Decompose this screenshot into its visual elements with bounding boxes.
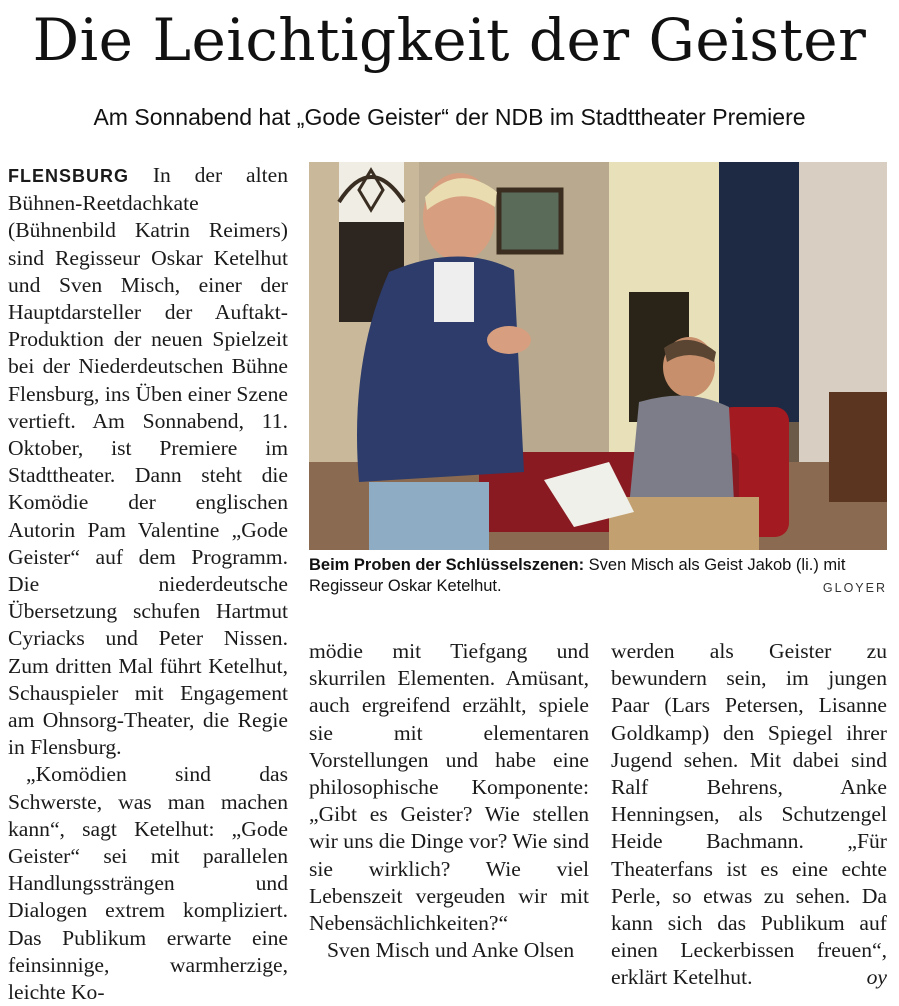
article-column-2: [309, 638, 589, 964]
author-initials: oy: [866, 965, 887, 990]
caption-lead: Beim Proben der Schlüsselszenen:: [309, 556, 585, 574]
paragraph-text: werden als Geister zu bewundern sein, im jungen Paar (Lars Petersen, Lisanne Goldkamp) den Spiegel ihrer Jugend sehen. Mit dabei sind Ralf Behrens, Anke Henningsen, als Schutzengel Heide Bachmann. „Für Theaterfans ist es eine echte Perle, so etwas zu sehen. Da kann sich das Publikum auf einen Leckerbissen freuen“, erklärt Ketelhut.: [611, 639, 887, 990]
photo-caption: [309, 555, 887, 597]
article-column-1: [8, 162, 288, 1006]
stage-photo: [309, 162, 887, 550]
paragraph: [611, 638, 887, 992]
paragraph: mödie mit Tiefgang und skurrilen Elementen. Amüsant, auch ergreifend erzählt, spiele sie mit elementaren Vorstellungen und habe eine philosophische Komponente: „Gibt es Geister? Wie stellen wir uns die Dinge vor? Wie sind sie wirklich? Wie viel Lebenszeit vergeuden wir mit Nebensächlichkeiten?“: [309, 639, 589, 936]
subheadline: Am Sonnabend hat „Gode Geister“ der NDB im Stadttheater Premiere: [93, 104, 806, 130]
dateline: FLENSBURG: [8, 166, 129, 186]
photo-credit: GLOYER: [822, 581, 887, 595]
article-column-3: [611, 638, 887, 992]
paragraph: „Komödien sind das Schwerste, was man machen kann“, sagt Ketelhut: „Gode Geister“ sei mit parallelen Handlungssträngen und Dialogen extrem kompliziert. Das Publikum erwarte eine feinsinnige, warmherzige, leichte Ko-: [8, 762, 288, 1005]
stage-photo-illustration: [309, 162, 887, 550]
paragraph-text: In der alten Bühnen-Reetdachkate (Bühnenbild Katrin Reimers) sind Regisseur Oskar Ketelhut und Sven Misch, einer der Hauptdarsteller der Auftakt-Produktion der neuen Spielzeit bei der Niederdeutschen Bühne Flensburg, ins Üben einer Szene vertieft. Am Sonnabend, 11. Oktober, ist Premiere im Stadttheater. Dann steht die Komödie der englischen Autorin Pam Valentine „Gode Geister“ auf dem Programm. Die niederdeutsche Übersetzung schufen Hartmut Cyriacks und Peter Nissen. Zum dritten Mal führt Ketelhut, Schauspieler mit Engagement am Ohnsorg-Theater, die Regie in Flensburg.: [8, 163, 288, 760]
paragraph: Sven Misch und Anke Olsen: [327, 938, 575, 963]
paragraph: [8, 162, 288, 761]
caption-text: Sven Misch als Geist Jakob (li.) mit Regisseur Oskar Ketelhut.: [309, 556, 846, 595]
headline: Die Leichtigkeit der Geister: [32, 6, 867, 74]
